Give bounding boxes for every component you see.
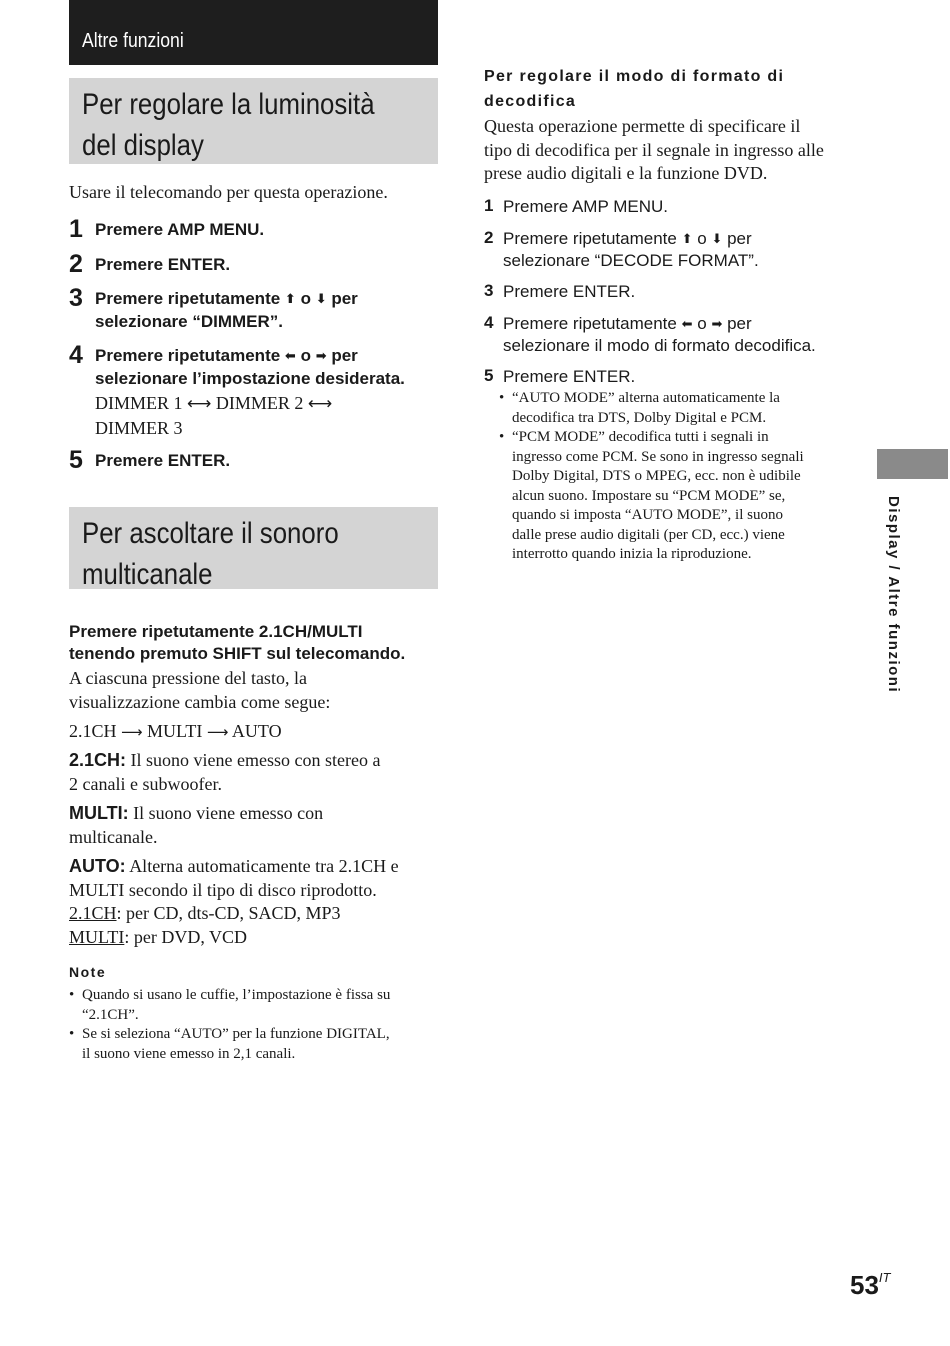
mode-2-1ch: 2.1CH [69,721,117,741]
note-line: Se si seleziona “AUTO” per la funzione DIGITAL, [82,1026,390,1042]
bullet-line: interrotto quando inizia la riproduzione. [512,546,752,562]
step-text-part: Premere ripetutamente [503,314,677,333]
bullet-item [499,428,859,565]
step-number: 5 [484,366,494,385]
step-text: Premere ENTER. [503,282,636,301]
mode-desc-multi [69,802,449,849]
step-number: 2 [69,250,83,278]
note-title: Note [69,964,107,980]
side-tab-label: Display / Altre funzioni [885,496,902,694]
step-number: 4 [69,341,83,369]
subheading-line1: Per regolare il modo di formato di [484,68,785,85]
step-text [95,288,439,333]
right-arrow-icon: ➡ [711,317,723,332]
left-step-1 [69,215,439,243]
right-step-1 [484,196,864,217]
mode-label: 2.1CH: [69,750,127,770]
bullet-line: quando si imposta “AUTO MODE”, il suono [512,507,783,523]
step-text [503,228,864,271]
bullet-item [499,389,859,428]
double-arrow-icon: ⟷ [187,394,212,414]
right-arrow-icon: ⟶ [121,723,143,741]
step-number: 1 [484,196,494,215]
mode-label: AUTO: [69,856,126,876]
left-step-5 [69,446,439,474]
step-number: 5 [69,446,83,474]
intro-line: Questa operazione permette di specificare il [484,116,801,136]
down-arrow-icon: ⬇ [315,292,327,307]
step-or: o [300,346,311,365]
right-step-2 [484,228,864,271]
dimmer-1: DIMMER 1 [95,393,183,413]
decode-subheading [484,64,784,114]
mode-desc-2-1ch [69,749,449,796]
step-text-part: per [331,289,358,308]
step-number: 3 [484,281,494,300]
step-number: 4 [484,313,494,332]
section-header-text: Altre funzioni [82,30,184,52]
right-step-4 [484,313,864,356]
mode-auto: AUTO [231,721,282,741]
mode-desc-line2: MULTI secondo il tipo di disco riprodotto. [69,879,377,900]
mode-desc-line1: Il suono viene emesso con [133,803,324,823]
step-text: Premere ENTER. [95,451,231,470]
multichannel-instruction [69,621,405,665]
press-description [69,667,330,714]
step-text-part: Premere ripetutamente [503,229,677,248]
mode-desc-line1: Il suono viene emesso con stereo a [130,750,381,770]
left-step-3 [69,284,439,333]
page-number [850,1270,890,1301]
decode-intro [484,115,864,186]
mode-sequence [69,720,282,745]
heading-brightness-line1: Per regolare la luminosità [82,88,375,121]
press-desc-line2: visualizzazione cambia come segue: [69,691,331,712]
down-arrow-icon: ⬇ [711,232,723,247]
note-line: il suono viene emesso in 2,1 canali. [82,1045,296,1062]
bullet-line: ingresso come PCM. Se sono in ingresso segnali [512,448,804,465]
left-arrow-icon: ⬅ [284,349,296,364]
step-number: 3 [69,284,83,312]
mode-label: MULTI: [69,803,129,823]
bullet-line: Dolby Digital, DTS o MPEG, ecc. non è udibile [512,468,801,484]
right-arrow-icon: ➡ [315,349,327,364]
dimmer-3: DIMMER 3 [95,417,183,438]
heading-multichannel [69,507,438,589]
note-line: Quando si usano le cuffie, l’impostazione è fissa su [82,987,391,1003]
auto-detail-label: MULTI [69,926,125,947]
step-text: Premere AMP MENU. [95,220,265,239]
intro-remote: Usare il telecomando per questa operazione. [69,182,388,202]
step-text-part: Premere ripetutamente [95,289,281,308]
up-arrow-icon: ⬆ [284,292,296,307]
note-item [69,986,449,1025]
intro-line: tipo di decodifica per il segnale in ingresso alle [484,139,824,160]
bullet-line: “AUTO MODE” alterna automaticamente la [512,390,780,406]
dimmer-2: DIMMER 2 [215,393,304,413]
heading-brightness-line2: del display [82,129,204,162]
intro-line: prese audio digitali e la funzione DVD. [484,163,768,183]
section-header [69,0,438,65]
step-text: Premere ENTER. [95,255,231,274]
instruction-line2: tenendo premuto SHIFT sul telecomando. [69,644,406,663]
right-arrow-icon: ⟶ [206,723,229,741]
press-desc-line1: A ciascuna pressione del tasto, la [69,668,307,688]
step-number: 2 [484,228,494,247]
mode-multi: MULTI [147,721,203,741]
step-text-line2: selezionare il modo di formato decodifica. [503,336,816,355]
left-step-2 [69,250,439,278]
bullet-line: “PCM MODE” decodifica tutti i segnali in [512,429,769,445]
auto-detail-text: : per DVD, VCD [124,926,248,947]
bullet-line: alcun suono. Impostare su “PCM MODE” se, [512,487,786,504]
bullet-line: decodifica tra DTS, Dolby Digital e PCM. [512,409,767,426]
right-step-5 [484,366,864,387]
decode-bullets [499,389,859,565]
step-or: o [697,229,707,248]
step-text [95,345,439,390]
dimmer-sequence [95,392,332,440]
note-line: “2.1CH”. [82,1006,139,1023]
step-text-line2: selezionare “DECODE FORMAT”. [503,251,759,270]
step-text: Premere ENTER. [503,367,636,386]
step-text-part: per [727,314,752,333]
step-text [503,313,864,356]
mode-desc-line1: Alterna automaticamente tra 2.1CH e [129,856,399,876]
heading-multichannel-line1: Per ascoltare il sonoro [82,517,339,550]
step-text-line2: selezionare l’impostazione desiderata. [95,369,405,388]
page-suffix: IT [878,1270,891,1285]
heading-multichannel-line2: multicanale [82,558,213,591]
up-arrow-icon: ⬆ [681,232,693,247]
step-or: o [300,289,311,308]
bullet-line: dalle prese audio digitali (per CD, ecc.) viene [512,526,785,543]
page-number-value: 53 [850,1270,879,1300]
mode-desc-line2: multicanale. [69,826,158,847]
right-step-3 [484,281,864,302]
note-list [69,986,449,1064]
mode-desc-line2: 2 canali e subwoofer. [69,773,222,794]
heading-brightness [69,78,438,164]
step-text-line2: selezionare “DIMMER”. [95,312,283,331]
subheading-line2: decodifica [484,93,577,110]
step-number: 1 [69,215,83,243]
instruction-line1: Premere ripetutamente 2.1CH/MULTI [69,622,363,641]
note-item [69,1025,449,1064]
step-text-part: per [727,229,752,248]
left-step-4 [69,341,439,390]
step-or: o [697,314,707,333]
step-text: Premere AMP MENU. [503,197,669,216]
auto-detail-text: : per CD, dts-CD, SACD, MP3 [116,903,341,923]
left-arrow-icon: ⬅ [681,317,693,332]
mode-desc-auto [69,855,449,949]
step-text-part: per [331,346,358,365]
double-arrow-icon: ⟷ [307,394,333,414]
side-tab-marker [877,449,948,479]
step-text-part: Premere ripetutamente [95,346,281,365]
auto-detail-label: 2.1CH [69,903,117,923]
